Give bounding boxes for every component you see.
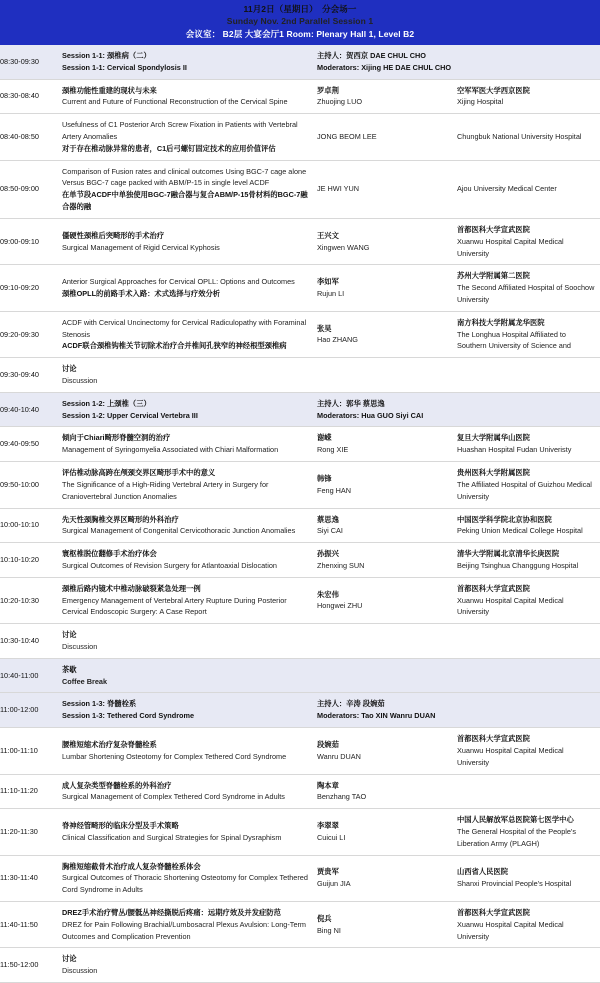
row-time: 08:40-08:50 xyxy=(0,132,39,141)
row-affiliation-cn: 首都医科大学宣武医院 xyxy=(457,734,530,744)
row-affiliation-cn: 首都医科大学宣武医院 xyxy=(457,908,530,917)
row-speaker xyxy=(317,114,457,160)
row-speaker xyxy=(317,218,457,264)
row-title xyxy=(62,948,317,983)
row-title-cn: Session 1-1: 颈椎病（二） xyxy=(62,50,151,60)
row-affiliation xyxy=(457,728,600,774)
row-speaker xyxy=(317,508,457,543)
row-speaker-en: JONG BEOM LEE xyxy=(317,132,377,141)
row-title-cn: 对于存在椎动脉异常的患者，C1后弓螺钉固定技术的应用价值评估 xyxy=(62,143,276,153)
row-time: 11:40-11:50 xyxy=(0,919,38,929)
row-speaker xyxy=(317,658,457,693)
row-time: 11:00-12:00 xyxy=(0,705,39,715)
row-speaker-cn: 朱宏伟 xyxy=(317,589,339,599)
row-affiliation-cn: 中国人民解放军总医院第七医学中心 xyxy=(457,815,574,825)
table-row xyxy=(0,728,600,774)
row-affiliation xyxy=(457,658,600,693)
row-title xyxy=(62,902,317,948)
row-affiliation xyxy=(457,809,600,855)
row-speaker-cn: 段婉茹 xyxy=(317,739,339,749)
row-speaker-cn: 陶本章 xyxy=(317,780,339,790)
row-affiliation xyxy=(457,114,600,160)
row-time: 10:20-10:30 xyxy=(0,595,39,605)
row-affiliation-cn: 苏州大学附属第二医院 xyxy=(457,271,530,281)
session-header-row xyxy=(0,392,600,427)
row-affiliation xyxy=(457,311,600,357)
row-title xyxy=(62,311,317,357)
row-affiliation-en: The Affiliated Hospital of Guizhou Medical University xyxy=(457,479,592,501)
row-title-cn: 颈椎OPLL的前路手术入路：术式选择与疗效分析 xyxy=(62,289,221,299)
banner-room: 会议室： B2层 大宴会厅1 Room: Plenary Hall 1, Level B2 xyxy=(185,28,415,39)
row-time: 10:00-10:10 xyxy=(0,520,39,530)
row-title xyxy=(62,774,317,809)
row-affiliation-cn: 山西省人民医院 xyxy=(457,867,509,877)
row-affiliation-en: The Longhua Hospital Affiliated to Southern University of Science and xyxy=(457,329,571,351)
row-time: 09:00-09:10 xyxy=(0,236,39,246)
row-speaker-en: Siyi CAI xyxy=(317,526,343,536)
row-speaker-cn: 孙振兴 xyxy=(317,549,339,559)
row-time: 11:10-11:20 xyxy=(0,786,38,796)
row-title xyxy=(62,358,317,393)
row-time: 08:30-08:40 xyxy=(0,91,39,101)
row-speaker-cn: 贾贵军 xyxy=(317,867,339,877)
row-affiliation-en: Peking Union Medical College Hospital xyxy=(457,526,583,536)
row-affiliation xyxy=(457,508,600,543)
table-row xyxy=(0,809,600,855)
row-speaker xyxy=(317,902,457,948)
row-affiliation xyxy=(457,218,600,264)
row-speaker xyxy=(317,462,457,508)
row-speaker-cn: 蔡思逸 xyxy=(317,514,339,524)
row-affiliation xyxy=(457,265,600,311)
row-speaker xyxy=(317,948,457,983)
row-title-en: Clinical Classification and Surgical Strategies for Spinal Dysraphism xyxy=(62,832,282,842)
row-speaker-en: Hongwei ZHU xyxy=(317,601,363,611)
row-title-en: Comparison of Fusion rates and clinical outcomes Using BGC-7 cage alone Versus BGC-7 cage packed with ABM/P-15 in single level ACDF xyxy=(62,166,307,188)
row-speaker-cn: 李翠翠 xyxy=(317,821,339,831)
row-title-en: Session 1-3: Tethered Cord Syndrome xyxy=(62,711,195,721)
row-speaker xyxy=(317,160,457,218)
row-title xyxy=(62,79,317,114)
row-affiliation xyxy=(457,358,600,393)
table-row xyxy=(0,855,600,901)
row-title-cn: 先天性颈胸椎交界区畸形的外科治疗 xyxy=(62,514,179,524)
row-title-en: Anterior Surgical Approaches for Cervical OPLL: Options and Outcomes xyxy=(62,277,295,287)
row-title xyxy=(62,114,317,160)
row-affiliation-en: Xijing Hospital xyxy=(457,97,504,107)
row-title-en: Discussion xyxy=(62,642,98,651)
row-speaker xyxy=(317,577,457,623)
table-row xyxy=(0,79,600,114)
row-title xyxy=(62,855,317,901)
row-affiliation-en: Chungbuk National University Hospital xyxy=(457,132,582,141)
row-title-cn: 腰椎短缩术治疗复杂脊髓栓系 xyxy=(62,739,157,749)
row-title-en: Surgical Management of Complex Tethered Cord Syndrome in Adults xyxy=(62,792,285,802)
row-speaker xyxy=(317,427,457,462)
row-speaker-cn: 罗卓荆 xyxy=(317,85,339,95)
row-title xyxy=(62,160,317,218)
banner-date-en: Sunday Nov. 2nd Parallel Session 1 xyxy=(226,16,374,27)
row-title-en: Surgical Outcomes of Thoracic Shortening Osteotomy for Complex Tethered Cord Syndrome in Adults xyxy=(62,873,308,895)
row-speaker xyxy=(317,79,457,114)
row-affiliation-en: Xuanwu Hospital Capital Medical University xyxy=(457,745,564,767)
row-affiliation xyxy=(457,462,600,508)
row-time: 08:50-09:00 xyxy=(0,184,39,194)
row-speaker-cn: 王兴文 xyxy=(317,230,339,240)
row-title-en: ACDF with Cervical Uncinectomy for Cervical Radiculopathy with Foraminal Stenosis xyxy=(62,317,307,339)
row-title-en: Discussion xyxy=(62,966,98,976)
row-title xyxy=(62,265,317,311)
row-speaker-en: Zhuojing LUO xyxy=(317,97,363,107)
row-time: 09:40-09:50 xyxy=(0,439,39,449)
row-affiliation-en: Shanxi Provincial People's Hospital xyxy=(457,879,572,889)
row-title-cn: 倾向于Chiari畸形脊髓空洞的治疗 xyxy=(62,433,171,443)
row-time: 10:40-11:00 xyxy=(0,670,39,680)
row-speaker-en: Wanru DUAN xyxy=(317,751,361,761)
row-speaker xyxy=(317,774,457,809)
row-title-en: Current and Future of Functional Reconstruction of the Cervical Spine xyxy=(62,97,288,107)
table-row xyxy=(0,774,600,809)
row-speaker-en: JE HWI YUN xyxy=(317,184,360,194)
row-affiliation-en: Xuanwu Hospital Capital Medical University xyxy=(457,919,564,941)
row-time: 08:30-09:30 xyxy=(0,56,39,66)
discussion-row xyxy=(0,624,600,659)
row-title-cn: Session 1-3: 脊髓栓系 xyxy=(62,699,137,709)
row-affiliation xyxy=(457,45,600,79)
table-row xyxy=(0,902,600,948)
row-affiliation-cn: 空军军医大学西京医院 xyxy=(457,85,530,95)
row-speaker-en: Feng HAN xyxy=(317,485,352,495)
row-time: 09:30-09:40 xyxy=(0,370,39,380)
row-affiliation xyxy=(457,624,600,659)
row-speaker-en: Xingwen WANG xyxy=(317,242,370,252)
row-title xyxy=(62,427,317,462)
session-header-row xyxy=(0,45,600,79)
row-title xyxy=(62,624,317,659)
row-affiliation xyxy=(457,948,600,983)
table-row xyxy=(0,265,600,311)
row-speaker-en: Moderators: Tao XIN Wanru DUAN xyxy=(317,711,436,721)
row-speaker-en: Zhenxing SUN xyxy=(317,560,365,570)
row-speaker-en: Rujun LI xyxy=(317,289,345,299)
row-title xyxy=(62,693,317,728)
row-title-en: Emergency Management of Vertebral Artery Rupture During Posterior Cervical Endoscopic Surgery: A Case Report xyxy=(62,595,287,617)
row-title-cn: 讨论 xyxy=(62,364,77,374)
row-speaker-en: Benzhang TAO xyxy=(317,792,367,802)
row-affiliation xyxy=(457,160,600,218)
row-affiliation xyxy=(457,774,600,809)
row-title-en: DREZ for Pain Following Brachial/Lumbosacral Plexus Avulsion: Long-Term Outcomes and Complication Prevention xyxy=(62,919,307,941)
row-title-cn: ACDF联合颈椎钩椎关节切除术治疗合并椎间孔狭窄的神经根型颈椎病 xyxy=(62,341,287,351)
row-title-en: Session 1-1: Cervical Spondylosis II xyxy=(62,62,187,72)
row-title xyxy=(62,577,317,623)
break-row xyxy=(0,658,600,693)
row-speaker-en: Cuicui LI xyxy=(317,832,346,842)
row-title-en: Surgical Management of Congenital Cervicothoracic Junction Anomalies xyxy=(62,526,296,536)
row-speaker xyxy=(317,311,457,357)
row-time: 10:30-10:40 xyxy=(0,636,39,646)
row-title-en: Lumbar Shortening Osteotomy for Complex Tethered Cord Syndrome xyxy=(62,751,287,761)
row-affiliation-cn: 贵州医科大学附属医院 xyxy=(457,468,530,478)
row-time: 11:30-11:40 xyxy=(0,873,38,883)
row-speaker-en: Bing NI xyxy=(317,925,341,935)
row-affiliation xyxy=(457,392,600,427)
row-title-en: Usefulness of C1 Posterior Arch Screw Fixation in Patients with Vertebral Artery Anomalies xyxy=(62,120,298,141)
row-affiliation-en: The General Hospital of the People's Liberation Army (PLAGH) xyxy=(457,826,577,848)
row-time: 11:50-12:00 xyxy=(0,960,39,970)
row-speaker-cn: 谢嵘 xyxy=(317,433,332,443)
row-affiliation xyxy=(457,577,600,623)
row-speaker-en: Moderators: Hua GUO Siyi CAI xyxy=(317,410,424,420)
row-title-cn: 寰枢椎脱位翻修手术治疗体会 xyxy=(62,549,157,559)
row-title-cn: 颈椎功能性重建的现状与未来 xyxy=(62,85,157,95)
row-speaker xyxy=(317,728,457,774)
row-time: 10:10-10:20 xyxy=(0,555,39,565)
row-affiliation-en: Beijing Tsinghua Changgung Hospital xyxy=(457,560,579,570)
table-row xyxy=(0,427,600,462)
row-speaker-cn: 倪兵 xyxy=(317,913,332,923)
row-title-cn: Session 1-2: 上颈椎（三） xyxy=(62,398,151,408)
session-banner xyxy=(0,0,600,45)
row-title xyxy=(62,462,317,508)
row-affiliation-en: Ajou University Medical Center xyxy=(457,184,557,194)
schedule-body xyxy=(0,45,600,983)
row-title xyxy=(62,45,317,79)
row-title-cn: 胸椎短缩截骨术治疗成人复杂脊髓栓系体会 xyxy=(62,861,201,871)
discussion-row xyxy=(0,358,600,393)
row-title-cn: DREZ手术治疗臂丛/腰骶丛神经撕脱后疼痛：远期疗效及并发症防范 xyxy=(62,908,281,917)
row-title-en: Management of Syringomyelia Associated with Chiari Malformation xyxy=(62,445,279,455)
row-title-cn: 讨论 xyxy=(62,954,77,964)
row-speaker-cn: 主持人：辛涛 段婉茹 xyxy=(317,699,385,709)
table-row xyxy=(0,311,600,357)
row-title-en: Discussion xyxy=(62,376,98,385)
row-title xyxy=(62,658,317,693)
table-row xyxy=(0,462,600,508)
table-row xyxy=(0,508,600,543)
row-speaker-cn: 主持人：贺西京 DAE CHUL CHO xyxy=(317,50,426,60)
row-time: 11:20-11:30 xyxy=(0,826,38,836)
row-title-en: Session 1-2: Upper Cervical Vertebra III xyxy=(62,410,198,420)
row-title-en: Coffee Break xyxy=(62,676,108,686)
row-affiliation-cn: 复旦大学附属华山医院 xyxy=(457,433,530,443)
discussion-row xyxy=(0,948,600,983)
row-affiliation xyxy=(457,543,600,578)
row-affiliation-cn: 首都医科大学宣武医院 xyxy=(457,224,530,234)
row-affiliation xyxy=(457,902,600,948)
row-speaker-en: Hao ZHANG xyxy=(317,335,358,345)
row-time: 09:10-09:20 xyxy=(0,283,39,293)
row-speaker xyxy=(317,855,457,901)
table-row xyxy=(0,577,600,623)
row-affiliation xyxy=(457,427,600,462)
row-speaker xyxy=(317,624,457,659)
session-header-row xyxy=(0,693,600,728)
row-speaker xyxy=(317,693,457,728)
row-speaker xyxy=(317,543,457,578)
banner-date-cn: 11月2日（星期日） 分会场一 xyxy=(243,4,357,14)
row-title xyxy=(62,728,317,774)
row-title xyxy=(62,218,317,264)
row-speaker xyxy=(317,809,457,855)
row-title xyxy=(62,508,317,543)
row-affiliation-cn: 南方科技大学附属龙华医院 xyxy=(457,317,545,327)
row-title-en: Surgical Outcomes of Revision Surgery for Atlantoaxial Dislocation xyxy=(62,560,277,570)
row-title-cn: 僵硬性颈椎后突畸形的手术治疗 xyxy=(62,230,165,240)
row-title-cn: 茶歇 xyxy=(62,664,77,674)
row-title xyxy=(62,543,317,578)
row-title-en: Surgical Management of Rigid Cervical Kyphosis xyxy=(62,242,220,252)
row-title-cn: 在单节段ACDF中单独使用BGC-7融合器与复合ABM/P-15骨材料的BGC-7融合器的融 xyxy=(62,190,308,212)
table-row xyxy=(0,543,600,578)
table-row xyxy=(0,114,600,160)
row-speaker-en: Guijun JIA xyxy=(317,879,351,889)
row-affiliation-cn: 中国医学科学院北京协和医院 xyxy=(457,514,552,524)
row-title xyxy=(62,392,317,427)
row-affiliation xyxy=(457,79,600,114)
row-time: 11:00-11:10 xyxy=(0,745,38,755)
row-speaker xyxy=(317,358,457,393)
row-time: 09:40-10:40 xyxy=(0,404,39,414)
row-title-cn: 评估椎动脉高跨在颅颈交界区畸形手术中的意义 xyxy=(62,468,216,478)
row-time: 09:20-09:30 xyxy=(0,329,39,339)
row-title-cn: 脊神经管畸形的临床分型及手术策略 xyxy=(62,821,179,831)
row-title-en: The Significance of a High-Riding Vertebral Artery in Surgery for Craniovertebral Junction Anomalies xyxy=(62,479,269,501)
row-affiliation-cn: 清华大学附属北京清华长庚医院 xyxy=(457,549,560,559)
row-time: 09:50-10:00 xyxy=(0,479,39,489)
row-affiliation-en: Xuanwu Hospital Capital Medical University xyxy=(457,236,564,258)
row-speaker-en: Moderators: Xijing HE DAE CHUL CHO xyxy=(317,62,452,72)
row-affiliation xyxy=(457,855,600,901)
table-row xyxy=(0,160,600,218)
schedule-table xyxy=(0,45,600,983)
row-speaker xyxy=(317,45,457,79)
table-row xyxy=(0,218,600,264)
row-title-cn: 讨论 xyxy=(62,630,77,640)
row-affiliation-en: Huashan Hospital Fudan Univeristy xyxy=(457,445,572,455)
row-affiliation xyxy=(457,693,600,728)
row-title-cn: 成人复杂类型脊髓栓系的外科治疗 xyxy=(62,780,172,790)
row-affiliation-cn: 首都医科大学宣武医院 xyxy=(457,583,530,593)
row-affiliation-en: Xuanwu Hospital Capital Medical University xyxy=(457,595,564,617)
row-title xyxy=(62,809,317,855)
row-title-cn: 颈椎后路内镜术中椎动脉破裂紧急处理一例 xyxy=(62,583,201,593)
row-speaker-cn: 张昊 xyxy=(317,323,332,333)
row-speaker-cn: 韩锋 xyxy=(317,473,332,483)
row-speaker-en: Rong XIE xyxy=(317,445,349,455)
row-affiliation-en: The Second Affiliated Hospital of Soochow University xyxy=(457,283,595,304)
row-speaker-cn: 李如军 xyxy=(317,277,339,287)
row-speaker xyxy=(317,392,457,427)
row-speaker-cn: 主持人：郭华 蔡思逸 xyxy=(317,398,385,408)
row-speaker xyxy=(317,265,457,311)
